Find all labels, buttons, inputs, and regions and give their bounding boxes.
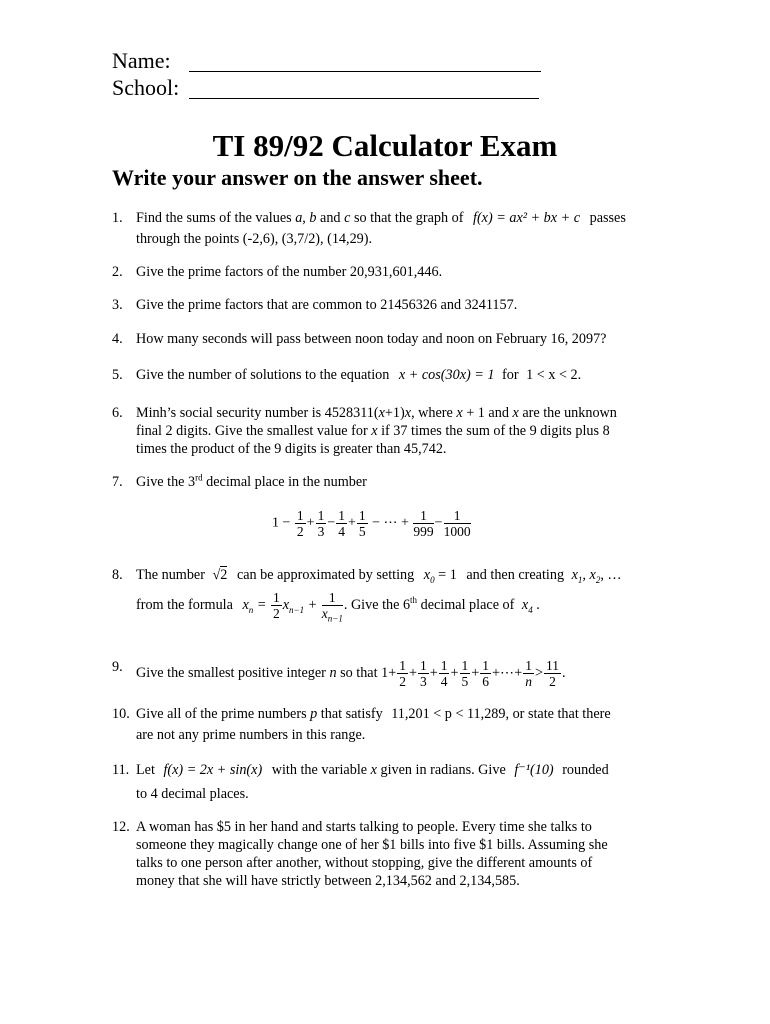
question-11 <box>112 761 672 803</box>
school-row <box>112 75 179 101</box>
school-label: School: <box>112 75 180 100</box>
q7-text: decimal place in the number <box>202 474 367 490</box>
q10-text: that satisfy <box>317 706 383 722</box>
q6-text: Minh’s social security number is 4528311( <box>136 405 379 421</box>
q6-var: x <box>378 405 385 421</box>
q7-sup: rd <box>195 472 203 483</box>
q9-text: so that <box>336 664 378 681</box>
q6-text: final 2 digits. Give the smallest value for <box>136 423 372 439</box>
sqrt-radicand: 2 <box>220 567 228 583</box>
question-number: 12. <box>112 819 130 835</box>
q8-text: . Give the 6 <box>343 596 411 613</box>
page-title: TI 89/92 Calculator Exam <box>212 128 558 163</box>
question-number: 3. <box>112 297 123 313</box>
q3-text: Give the prime factors that are common to 21456326 and 3241157. <box>136 297 518 313</box>
q6-var: x <box>404 405 412 421</box>
q1-text: passes <box>589 210 626 226</box>
q5-text: for <box>502 367 519 383</box>
instructions: Write your answer on the answer sheet. <box>112 165 483 190</box>
q9-var: n <box>329 664 337 681</box>
q8-text: decimal place of <box>417 596 515 613</box>
q7-text: Give the 3 <box>136 474 196 490</box>
q8-text: can be approximated by setting <box>236 567 415 583</box>
q6-text: +1) <box>384 405 405 421</box>
q1-text: and <box>316 210 345 226</box>
question-8 <box>112 566 672 584</box>
denominator: 5 <box>358 524 366 539</box>
fraction <box>413 508 433 539</box>
denominator: 999 <box>413 524 434 539</box>
denominator: 3 <box>317 524 325 539</box>
x4-symbol: $x_4$ <box>521 596 533 615</box>
school-line[interactable] <box>189 98 539 99</box>
question-number: 10. <box>112 706 130 722</box>
q10-var: p <box>310 706 318 722</box>
numerator: 1 <box>444 508 471 524</box>
q6-text: if 37 times the sum of the 9 digits plus 8 <box>377 423 610 439</box>
q6-text: , where <box>411 405 457 421</box>
series-ellipsis: − ⋯ + <box>372 515 409 531</box>
q11-text: given in radians. Give <box>376 762 506 778</box>
numerator: 1 <box>358 508 366 523</box>
q7-series: 1 − $\frac{1}{2}$ + $\frac{1}{3}$ − $\frac{1}{4}$ + $\frac{1}{5}$ − ⋯ + $\frac{1}{999}$ − $\frac{1}{1000}$ <box>272 508 471 539</box>
q10-inequality: 11,201 < p < 11,289 <box>391 706 506 722</box>
q10-text: Give all of the prime numbers <box>136 706 311 722</box>
q1-var-a: a <box>295 210 303 226</box>
name-label: Name: <box>112 48 171 73</box>
q1-text: Find the sums of the values <box>136 210 296 226</box>
q11-text: rounded <box>562 762 609 778</box>
q9-text: Give the smallest positive integer <box>136 664 330 681</box>
name-line[interactable] <box>189 71 541 72</box>
q8-sup: th <box>410 595 418 606</box>
q5-text: Give the number of solutions to the equation <box>136 367 390 383</box>
q8-formula: $x_n$ = $\frac{1}{2}$ $x_{n-1}$ + $\frac{1}{x_{n-1}}$ <box>242 590 343 624</box>
question-9 <box>112 658 672 689</box>
q8-text: from the formula <box>136 596 233 613</box>
q11-inverse: f⁻¹(10) <box>514 762 554 778</box>
fraction <box>336 508 347 539</box>
q12-line: talks to one person after another, without stopping, give the different amounts of <box>136 855 593 871</box>
question-number: 6. <box>112 405 123 421</box>
q10-text: , or state that there <box>505 706 611 722</box>
q6-text: are the unknown <box>518 405 617 421</box>
q12-line: A woman has $5 in her hand and starts talking to people. Every time she talks to <box>136 819 592 835</box>
q10-text: are not any prime numbers in this range. <box>136 727 366 743</box>
fraction <box>316 508 327 539</box>
q11-text: Let <box>136 762 155 778</box>
question-7 <box>112 473 657 491</box>
question-2 <box>112 263 657 281</box>
question-10 <box>112 705 672 744</box>
x0-symbol: $x_0$ <box>423 567 435 585</box>
denominator: 4 <box>338 524 345 539</box>
q6-var: x <box>512 405 519 421</box>
denominator: 2 <box>296 524 304 539</box>
question-number: 5. <box>112 367 123 383</box>
q4-text: How many seconds will pass between noon today and noon on February 16, 2097? <box>136 331 607 347</box>
q8-text: The number <box>136 567 205 583</box>
q11-var: x <box>370 762 377 778</box>
fraction <box>444 508 471 539</box>
q11-text: to 4 decimal places. <box>136 786 249 802</box>
q6-text: times the product of the 9 digits is greater than 45,742. <box>136 441 447 457</box>
question-4 <box>112 330 657 348</box>
q12-line: someone they magically change one of her $1 bills into five $1 bills. Assuming she <box>136 837 608 853</box>
question-number: 7. <box>112 474 123 490</box>
x1-x2-symbols: $x_1$, $x_2$ <box>571 567 601 585</box>
q12-line: money that she will have strictly between 2,134,562 and 2,134,585. <box>136 873 520 889</box>
denominator: 1000 <box>443 524 471 539</box>
name-row <box>112 48 171 74</box>
q6-var: x <box>456 405 463 421</box>
q9-inequality: 1+ $\frac{1}{2}$ + $\frac{1}{3}$ + $\frac{1}{4}$ + $\frac{1}{5}$ + $\frac{1}{6}$ +⋯+ $\frac{1}{n}$ > $\frac{11}{2}$ . <box>381 658 566 689</box>
question-number: 9. <box>112 659 123 675</box>
fraction <box>357 508 368 539</box>
numerator: 1 <box>296 508 304 523</box>
q1-text: so that the graph of <box>350 210 464 226</box>
question-1 <box>112 209 657 248</box>
sqrt-symbol: √2 <box>212 567 228 583</box>
numerator: 1 <box>317 508 325 523</box>
q1-formula: f(x) = ax² + bx + c <box>473 210 581 226</box>
q11-function: f(x) = 2x + sin(x) <box>163 762 263 778</box>
q5-equation: x + cos(30x) = 1 <box>398 367 495 383</box>
question-5 <box>112 366 657 384</box>
q6-var: x <box>371 423 378 439</box>
fraction <box>295 508 306 539</box>
q2-text: Give the prime factors of the number 20,931,601,446. <box>136 264 443 280</box>
question-number: 11. <box>112 762 130 778</box>
question-number: 1. <box>112 210 123 226</box>
q8-x0-value: = 1 <box>438 567 457 583</box>
q8-ellipsis: , … <box>600 567 622 583</box>
question-8-line2: from the formula $x_n$ = $\frac{1}{2}$ $x_{n-1}$ + $\frac{1}{x_{n-1}}$ . Give the 6th decimal place of $x_4$ . <box>136 590 540 624</box>
q1-var-b: b <box>309 210 317 226</box>
q6-text: + 1 and <box>462 405 513 421</box>
q1-var-c: c <box>344 210 351 226</box>
question-number: 2. <box>112 264 123 280</box>
question-12 <box>112 818 672 890</box>
q1-line2: through the points (-2,6), (3,7/2), (14,29). <box>136 231 373 247</box>
series-lead: 1 − <box>272 515 291 531</box>
numerator: 1 <box>338 508 345 523</box>
q8-text: and then creating <box>466 567 565 583</box>
question-number: 4. <box>112 331 123 347</box>
question-number: 8. <box>112 567 123 583</box>
question-6 <box>112 404 657 458</box>
q1-text: , <box>302 210 310 226</box>
question-3 <box>112 296 657 314</box>
q11-text: with the variable <box>271 762 371 778</box>
q5-range: 1 < x < 2. <box>526 367 582 383</box>
numerator: 1 <box>413 508 433 524</box>
